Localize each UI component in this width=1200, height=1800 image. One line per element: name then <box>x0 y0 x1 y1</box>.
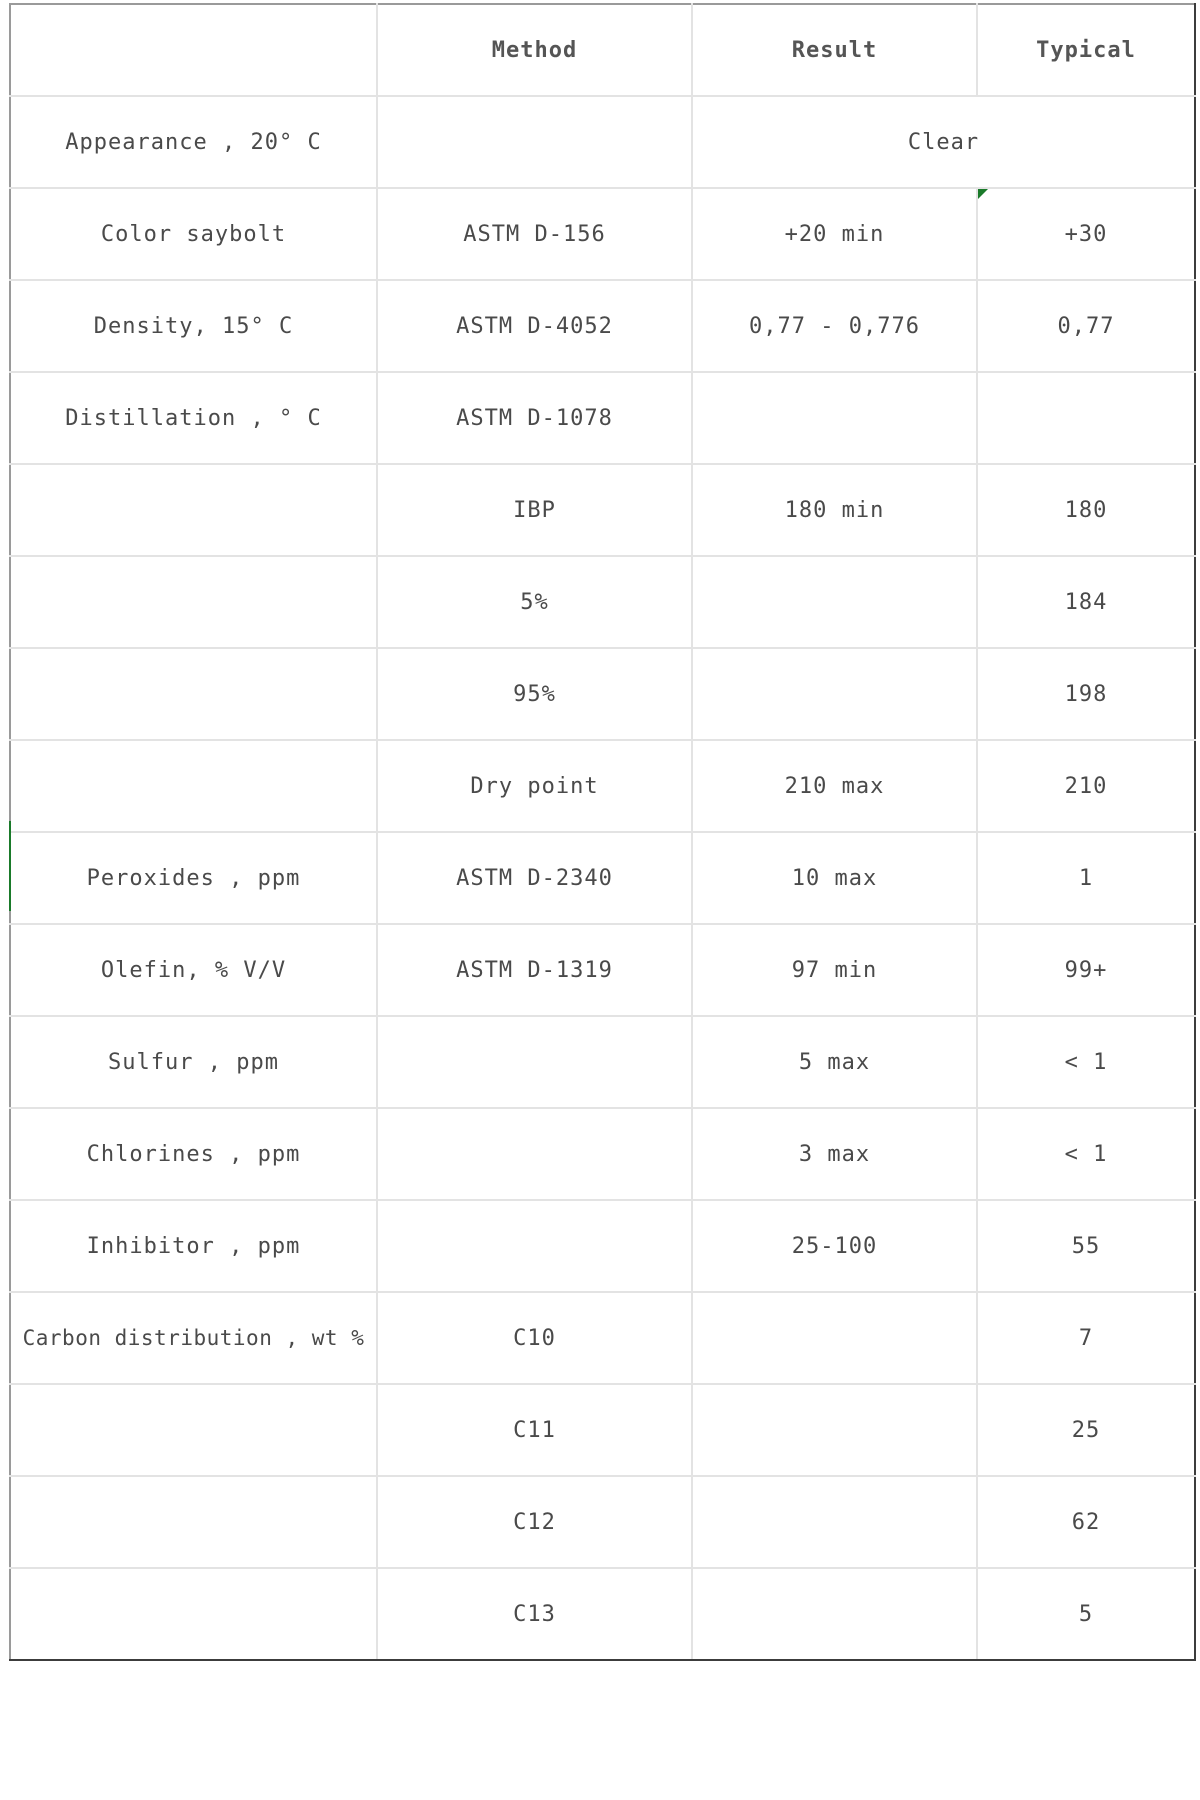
cell-parameter[interactable] <box>10 1384 377 1476</box>
cell-result[interactable] <box>692 556 977 648</box>
table-row <box>10 372 1195 464</box>
cell-typical[interactable]: 198 <box>977 648 1195 740</box>
header-result[interactable]: Result <box>692 4 977 96</box>
cell-result[interactable]: 10 max <box>692 832 977 924</box>
cell-typical[interactable]: 25 <box>977 1384 1195 1476</box>
cell-parameter[interactable]: Color saybolt <box>10 188 377 280</box>
cell-parameter[interactable]: Carbon distribution , wt % <box>10 1292 377 1384</box>
cell-result[interactable]: 5 max <box>692 1016 977 1108</box>
cell-result[interactable]: 97 min <box>692 924 977 1016</box>
cell-result[interactable]: 25-100 <box>692 1200 977 1292</box>
table-row-appearance <box>10 96 1195 188</box>
cell-typical[interactable]: 0,77 <box>977 280 1195 372</box>
cell-method[interactable]: ASTM D-1319 <box>377 924 692 1016</box>
cell-typical[interactable]: < 1 <box>977 1108 1195 1200</box>
table-row <box>10 832 1195 924</box>
table-row <box>10 464 1195 556</box>
cell-result[interactable]: 0,77 - 0,776 <box>692 280 977 372</box>
cell-method[interactable] <box>377 1016 692 1108</box>
cell-result[interactable] <box>692 1476 977 1568</box>
table-row <box>10 1016 1195 1108</box>
cell-typical[interactable]: 184 <box>977 556 1195 648</box>
cell-method[interactable] <box>377 96 692 188</box>
cell-method[interactable]: C11 <box>377 1384 692 1476</box>
table-row <box>10 1384 1195 1476</box>
spec-sheet <box>9 3 1194 1661</box>
cell-typical[interactable]: 7 <box>977 1292 1195 1384</box>
cell-parameter[interactable]: Inhibitor , ppm <box>10 1200 377 1292</box>
cell-typical[interactable]: 210 <box>977 740 1195 832</box>
table-row <box>10 1476 1195 1568</box>
cell-parameter[interactable] <box>10 1476 377 1568</box>
cell-result[interactable] <box>692 1292 977 1384</box>
table-row <box>10 924 1195 1016</box>
cell-method[interactable]: ASTM D-4052 <box>377 280 692 372</box>
table-row <box>10 1200 1195 1292</box>
cell-parameter[interactable]: Distillation , ° C <box>10 372 377 464</box>
cell-result[interactable]: +20 min <box>692 188 977 280</box>
cell-typical[interactable]: +30 <box>977 188 1195 280</box>
table-row <box>10 280 1195 372</box>
cell-typical[interactable]: 55 <box>977 1200 1195 1292</box>
cell-method[interactable]: Dry point <box>377 740 692 832</box>
cell-typical[interactable]: 5 <box>977 1568 1195 1660</box>
cell-method[interactable]: IBP <box>377 464 692 556</box>
cell-typical[interactable]: 1 <box>977 832 1195 924</box>
cell-parameter[interactable] <box>10 464 377 556</box>
table-row <box>10 1292 1195 1384</box>
cell-method[interactable] <box>377 1200 692 1292</box>
cell-parameter[interactable]: Peroxides , ppm <box>10 832 377 924</box>
cell-method[interactable]: C13 <box>377 1568 692 1660</box>
cell-method[interactable] <box>377 1108 692 1200</box>
table-row <box>10 1108 1195 1200</box>
cell-result[interactable] <box>692 1384 977 1476</box>
cell-method[interactable]: C10 <box>377 1292 692 1384</box>
specification-table <box>9 3 1196 1661</box>
cell-parameter[interactable] <box>10 556 377 648</box>
cell-result[interactable]: 180 min <box>692 464 977 556</box>
cell-result[interactable] <box>692 372 977 464</box>
table-row <box>10 188 1195 280</box>
cell-typical[interactable]: 99+ <box>977 924 1195 1016</box>
table-row <box>10 740 1195 832</box>
cell-typical[interactable]: 180 <box>977 464 1195 556</box>
cell-result[interactable] <box>692 1568 977 1660</box>
cell-result-typical-merged[interactable]: Clear <box>692 96 1195 188</box>
cell-parameter[interactable]: Appearance , 20° C <box>10 96 377 188</box>
cell-parameter[interactable] <box>10 1568 377 1660</box>
cell-parameter[interactable]: Chlorines , ppm <box>10 1108 377 1200</box>
cell-parameter[interactable] <box>10 648 377 740</box>
cell-result[interactable]: 3 max <box>692 1108 977 1200</box>
header-typical[interactable]: Typical <box>977 4 1195 96</box>
cell-typical[interactable]: < 1 <box>977 1016 1195 1108</box>
cell-result[interactable] <box>692 648 977 740</box>
header-method[interactable]: Method <box>377 4 692 96</box>
header-row <box>10 4 1195 96</box>
cell-typical[interactable] <box>977 372 1195 464</box>
cell-method[interactable]: ASTM D-1078 <box>377 372 692 464</box>
header-parameter[interactable] <box>10 4 377 96</box>
table-row <box>10 648 1195 740</box>
cell-method[interactable]: ASTM D-2340 <box>377 832 692 924</box>
active-row-indicator <box>9 821 11 911</box>
cell-method[interactable]: ASTM D-156 <box>377 188 692 280</box>
table-row <box>10 1568 1195 1660</box>
cell-result[interactable]: 210 max <box>692 740 977 832</box>
cell-parameter[interactable]: Olefin, % V/V <box>10 924 377 1016</box>
cell-method[interactable]: C12 <box>377 1476 692 1568</box>
cell-comment-marker <box>978 189 988 199</box>
cell-typical[interactable]: 62 <box>977 1476 1195 1568</box>
cell-parameter[interactable]: Density, 15° C <box>10 280 377 372</box>
cell-method[interactable]: 95% <box>377 648 692 740</box>
cell-method[interactable]: 5% <box>377 556 692 648</box>
table-row <box>10 556 1195 648</box>
cell-parameter[interactable]: Sulfur , ppm <box>10 1016 377 1108</box>
cell-parameter[interactable] <box>10 740 377 832</box>
